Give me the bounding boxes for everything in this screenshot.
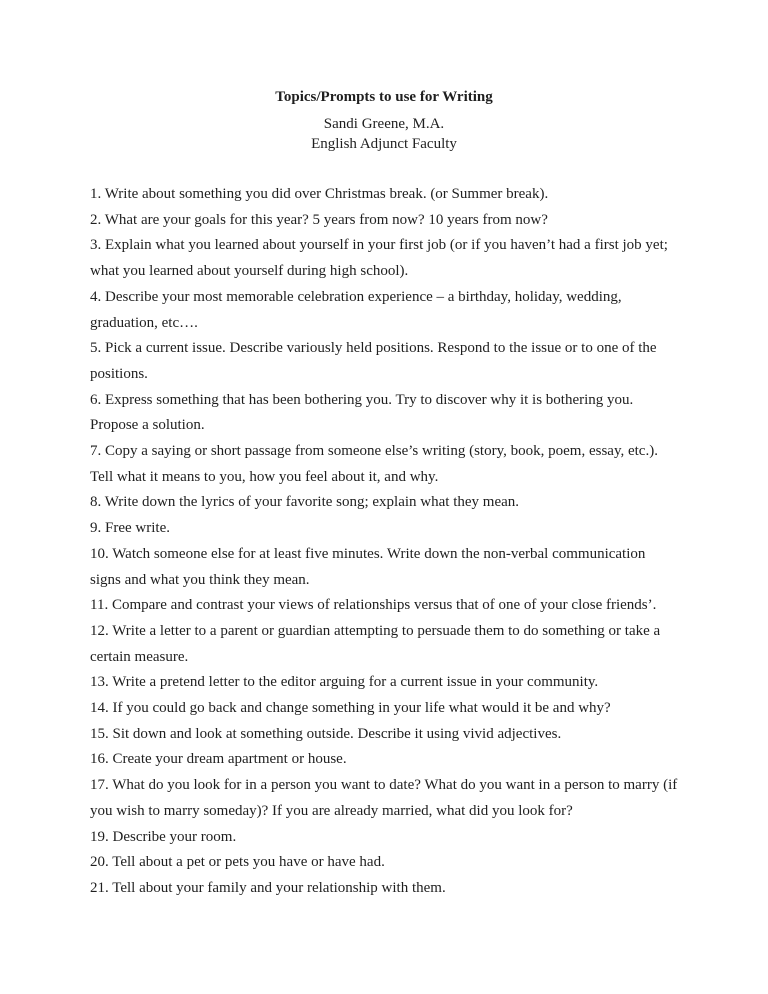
prompts-list	[90, 182, 678, 902]
prompt-item: 19. Describe your room.	[90, 828, 237, 845]
prompt-item: 4. Describe your most memorable celebration experience – a birthday, holiday, wedding, graduation, etc….	[90, 288, 622, 331]
prompt-item: 5. Pick a current issue. Describe variously held positions. Respond to the issue or to one of the positions.	[90, 340, 657, 382]
prompt-item: 8. Write down the lyrics of your favorite song; explain what they mean.	[90, 494, 520, 511]
document-title: Topics/Prompts to use for Writing	[275, 89, 493, 105]
prompt-item: 20. Tell about a pet or pets you have or have had.	[90, 854, 385, 871]
document-author: Sandi Greene, M.A.	[323, 116, 445, 132]
prompt-item: 12. Write a letter to a parent or guardian attempting to persuade them to do something or take a certain measure.	[90, 622, 661, 665]
prompt-item: 11. Compare and contrast your views of relationships versus that of one of your close friends’.	[90, 597, 657, 614]
document-header	[90, 86, 678, 154]
prompt-item: 7. Copy a saying or short passage from someone else’s writing (story, book, poem, essay, etc.). Tell what it means to you, how you feel about it, and why.	[90, 443, 658, 485]
prompt-item: 9. Free write.	[90, 520, 170, 537]
prompt-item: 17. What do you look for in a person you want to date? What do you want in a person to marry (if you wish to marry someday)? If you are already married, what did you look for?	[90, 777, 678, 819]
prompt-item: 14. If you could go back and change something in your life what would it be and why?	[90, 700, 611, 717]
prompt-item: 3. Explain what you learned about yourself in your first job (or if you haven’t had a first job yet; what you learned about yourself during high school).	[90, 237, 668, 280]
prompt-item: 10. Watch someone else for at least five minutes. Write down the non-verbal communication signs and what you think they mean.	[90, 545, 646, 588]
prompt-item: 15. Sit down and look at something outside. Describe it using vivid adjectives.	[90, 725, 562, 742]
prompt-item: 13. Write a pretend letter to the editor arguing for a current issue in your community.	[90, 674, 599, 691]
prompt-item: 2. What are your goals for this year? 5 years from now? 10 years from now?	[90, 211, 548, 228]
document-author-role: English Adjunct Faculty	[311, 136, 457, 152]
prompt-item: 16. Create your dream apartment or house.	[90, 751, 347, 768]
prompt-item: 21. Tell about your family and your relationship with them.	[90, 879, 446, 896]
prompt-item: 1. Write about something you did over Christmas break. (or Summer break).	[90, 186, 549, 202]
prompt-item: 6. Express something that has been bothering you. Try to discover why it is bothering you. Propose a solution.	[90, 391, 634, 434]
